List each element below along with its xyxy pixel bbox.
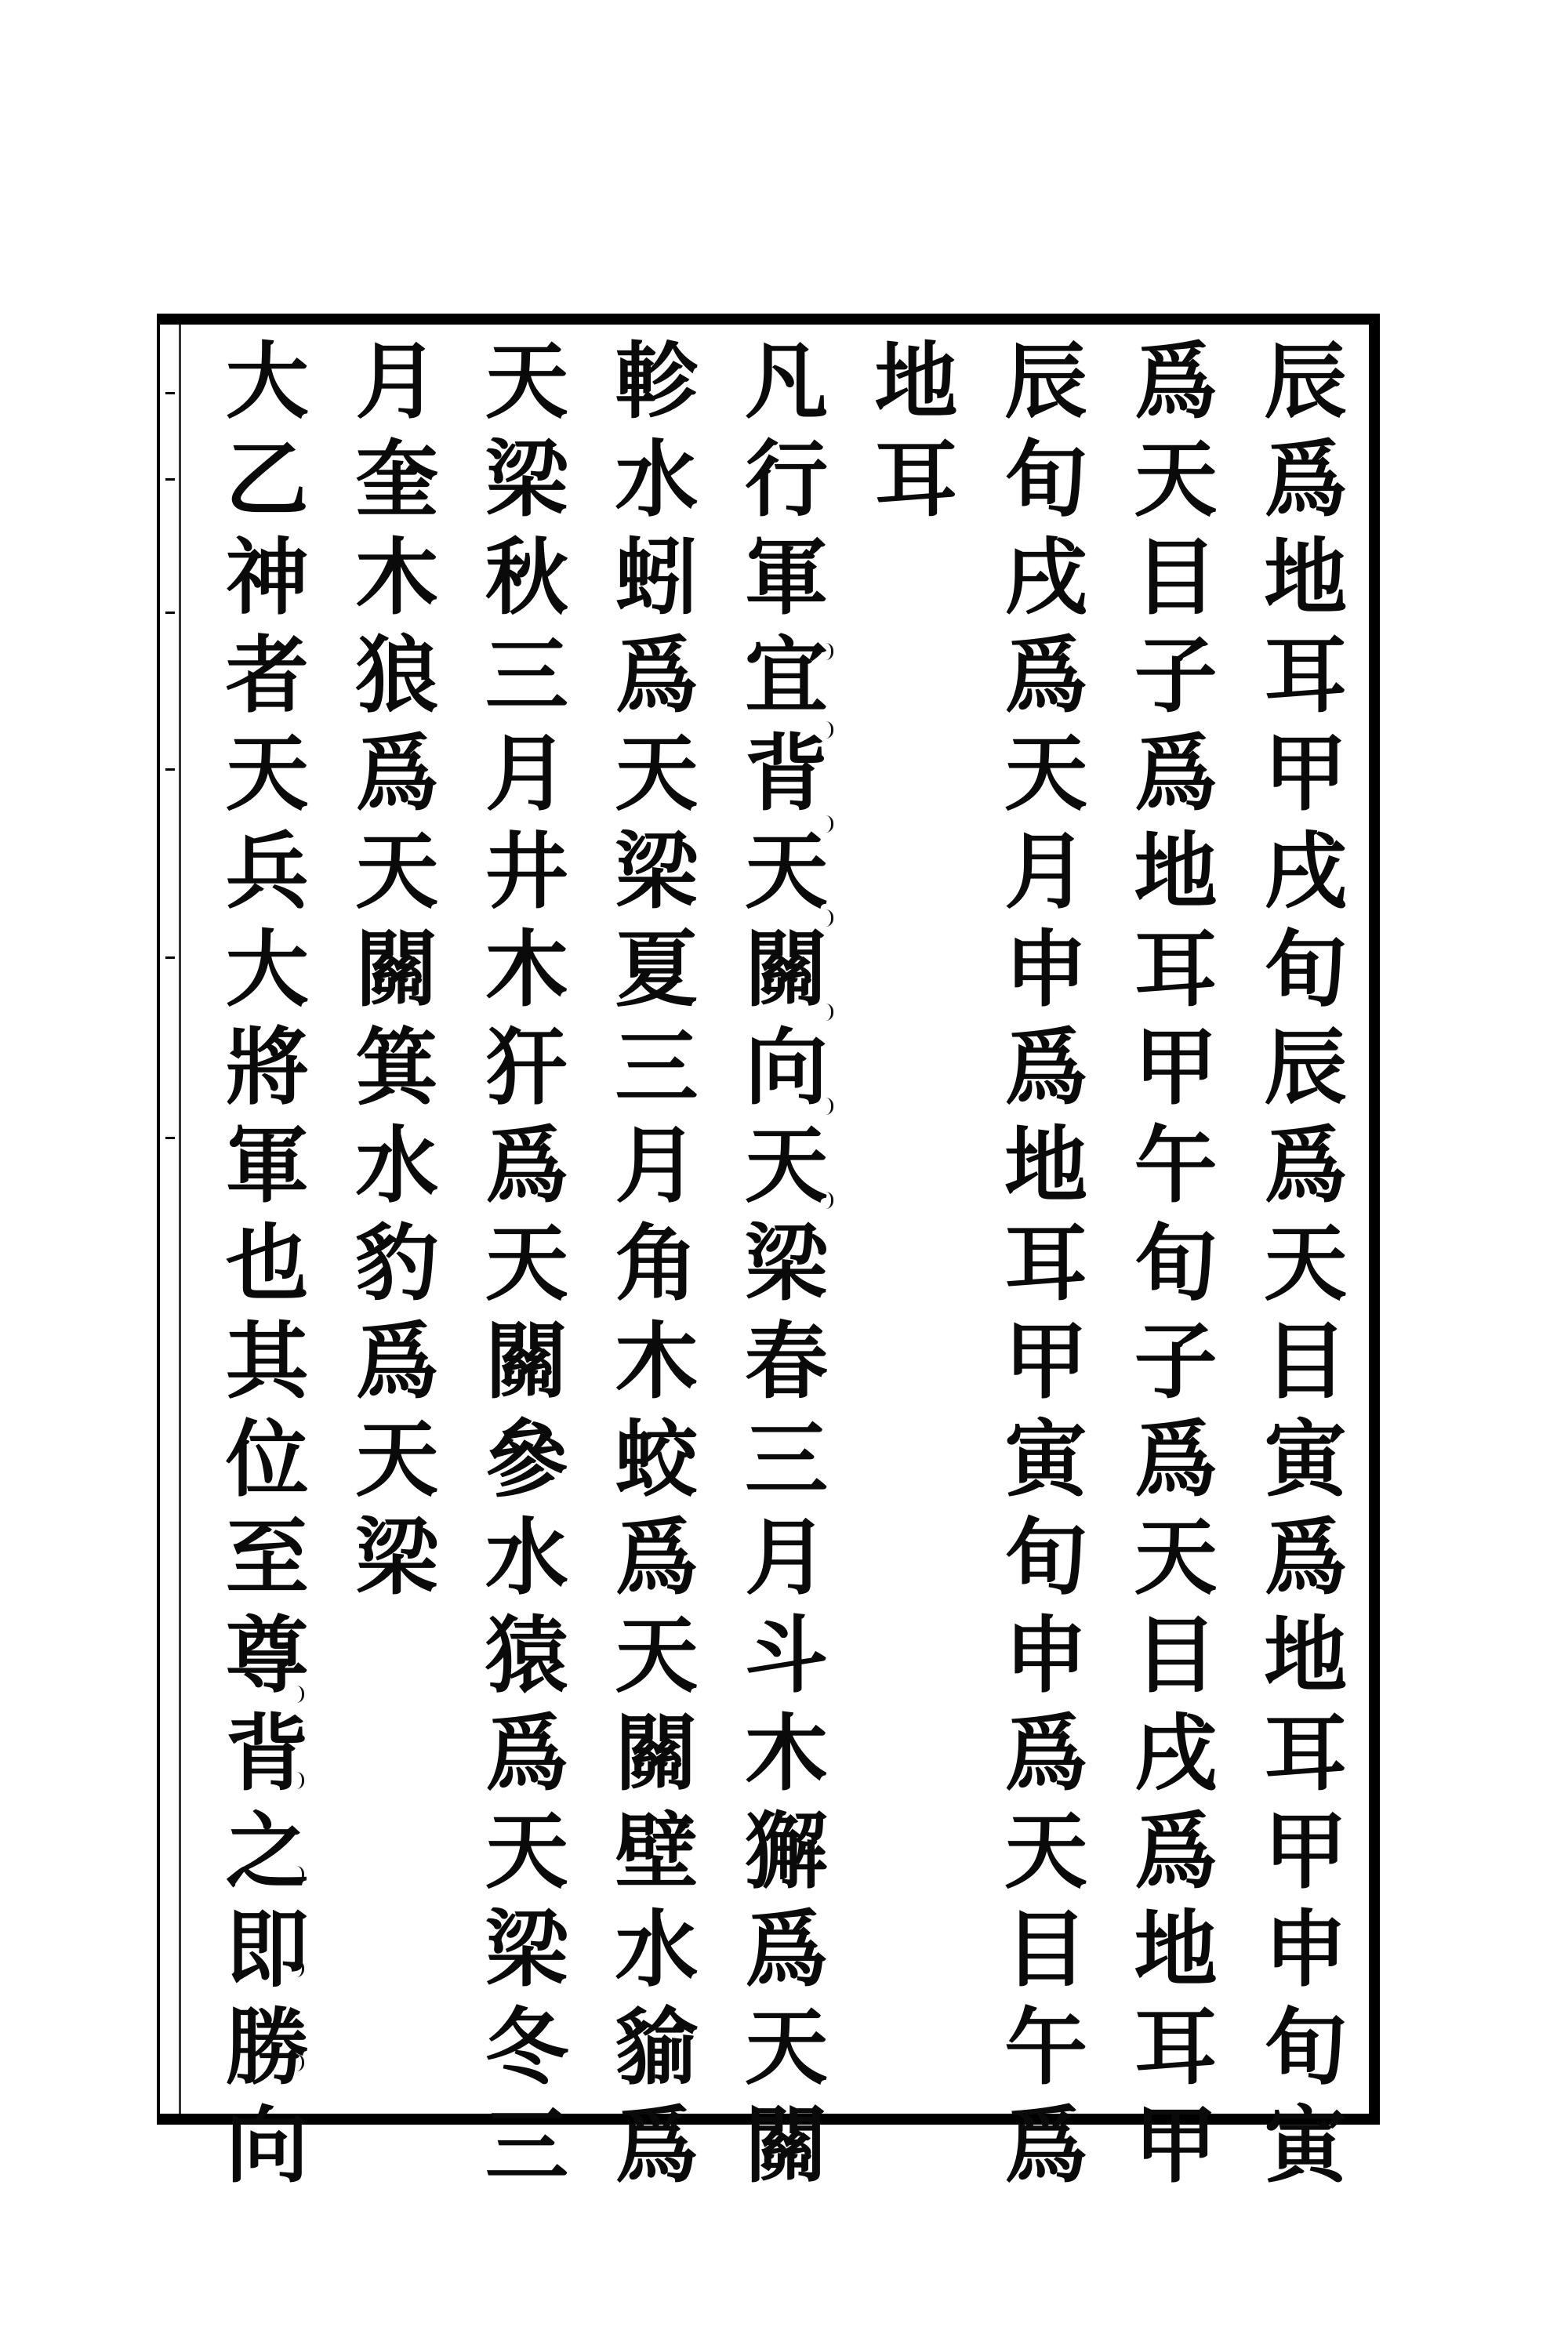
text-column-9 xyxy=(196,337,326,2199)
column-text: 辰爲地耳甲戌旬辰爲天目寅爲地耳甲申旬寅 xyxy=(1250,337,1349,2199)
column-text: 爲天目子爲地耳甲午旬子爲天目戌爲地耳甲 xyxy=(1120,337,1219,2199)
text-column-8 xyxy=(326,337,456,2109)
text-column-3 xyxy=(975,337,1105,2199)
text-column-7 xyxy=(456,337,586,2199)
column-text: 大乙神者天兵大將軍也其位至尊背之即勝向 xyxy=(212,337,310,2199)
gutter-mark xyxy=(165,612,175,614)
text-column-6 xyxy=(586,337,716,2199)
column-text: 天梁秋三月井木犴爲天關參水猿爲天梁冬三 xyxy=(471,337,570,2199)
gutter-mark xyxy=(165,1137,175,1139)
text-column-5 xyxy=(715,337,845,2199)
text-columns xyxy=(196,337,1364,2199)
inner-left-rule xyxy=(179,325,181,2114)
column-text: 月奎木狼爲天關箕水豹爲天梁 xyxy=(342,337,441,1611)
gutter-mark xyxy=(165,768,175,771)
gutter-marks xyxy=(161,361,176,1301)
text-column-2 xyxy=(1105,337,1235,2199)
column-text: 辰旬戌爲天月申爲地耳甲寅旬申爲天目午爲 xyxy=(991,337,1090,2199)
column-text: 地耳 xyxy=(861,337,960,533)
column-text: 凡行軍宜背天關向天梁春三月斗木獬爲天關 xyxy=(731,337,829,2199)
gutter-mark xyxy=(165,392,175,394)
column-text: 軫水蚓爲天梁夏三月角木蛟爲天關壁水貐爲 xyxy=(601,337,700,2199)
gutter-mark xyxy=(165,478,175,481)
text-column-1 xyxy=(1234,337,1364,2199)
gutter-mark xyxy=(165,956,175,959)
text-column-4 xyxy=(845,337,975,2109)
